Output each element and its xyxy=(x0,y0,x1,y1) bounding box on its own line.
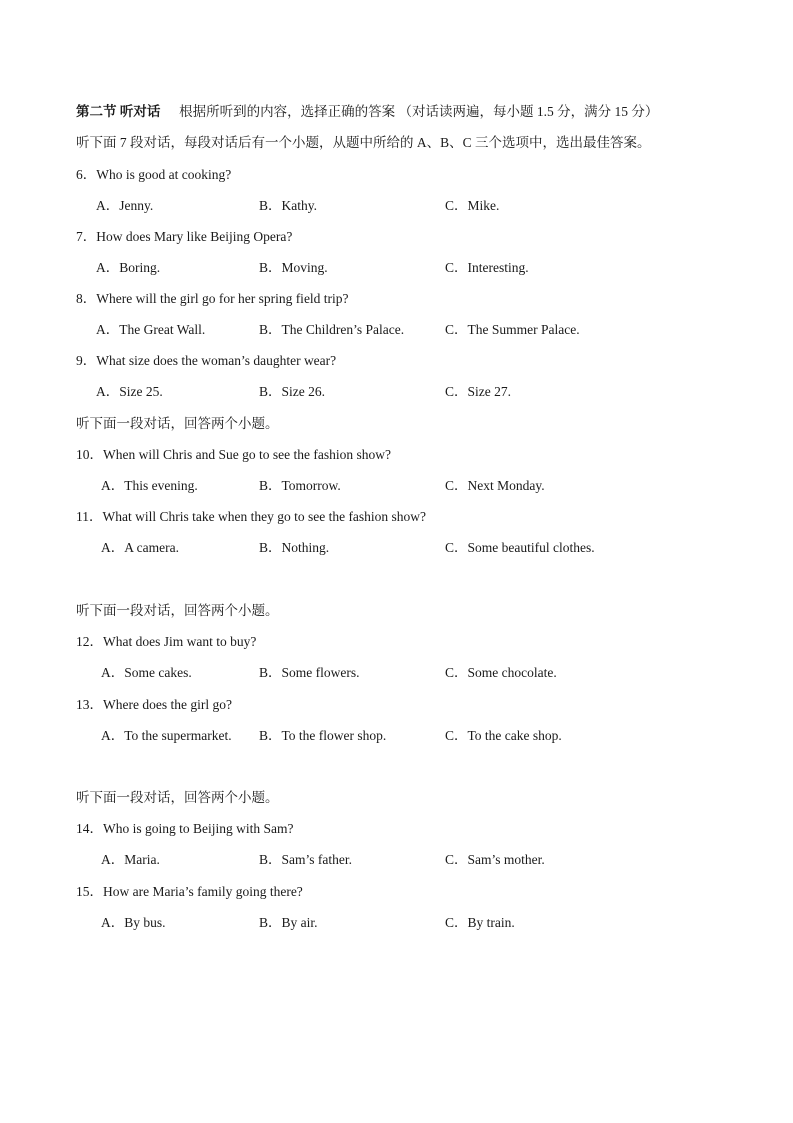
option-b: B．Size 26. xyxy=(259,384,325,399)
option-a: A．This evening. xyxy=(101,478,198,493)
option-c: C．Interesting. xyxy=(445,260,529,275)
option-c: C．Sam’s mother. xyxy=(445,852,545,867)
option-a: A．A camera. xyxy=(101,540,179,555)
option-b: B．Nothing. xyxy=(259,540,330,555)
option-b: B．Kathy. xyxy=(259,198,317,213)
option-a: A．Boring. xyxy=(96,260,161,275)
option-c: C．By train. xyxy=(445,915,515,930)
group-instruction: 听下面一段对话，回答两个小题。 xyxy=(76,603,279,618)
option-b: B．Some flowers. xyxy=(259,665,360,680)
question-text: 7．How does Mary like Beijing Opera? xyxy=(76,229,293,244)
option-b: B．Moving. xyxy=(259,260,328,275)
question-text: 9．What size does the woman’s daughter wear? xyxy=(76,353,337,368)
option-c: C．Mike. xyxy=(445,198,500,213)
question-text: 13．Where does the girl go? xyxy=(76,697,232,712)
option-b: B．Sam’s father. xyxy=(259,852,352,867)
option-a: A．Jenny. xyxy=(96,198,154,213)
option-a: A．To the supermarket. xyxy=(101,728,232,743)
option-a: A．The Great Wall. xyxy=(96,322,206,337)
option-c: C．Size 27. xyxy=(445,384,511,399)
group-instruction: 听下面一段对话，回答两个小题。 xyxy=(76,416,279,431)
question-text: 10．When will Chris and Sue go to see the fashion show? xyxy=(76,447,391,462)
section-instruction: 根据所听到的内容，选择正确的答案 （对话读两遍，每小题 1.5 分，满分 15 分） xyxy=(179,104,659,119)
question-text: 12．What does Jim want to buy? xyxy=(76,634,257,649)
section-header xyxy=(76,103,658,121)
option-c: C．Some beautiful clothes. xyxy=(445,540,595,555)
option-c: C．Some chocolate. xyxy=(445,665,557,680)
section-title: 第二节 听对话 xyxy=(76,104,161,119)
section-directions: 听下面 7 段对话，每段对话后有一个小题，从题中所给的 A、B、C 三个选项中，选出最佳答案。 xyxy=(76,135,651,150)
option-a: A．Maria. xyxy=(101,852,160,867)
group-instruction: 听下面一段对话，回答两个小题。 xyxy=(76,790,279,805)
option-a: A．By bus. xyxy=(101,915,166,930)
option-b: B．The Children’s Palace. xyxy=(259,322,405,337)
option-c: C．To the cake shop. xyxy=(445,728,562,743)
question-text: 6．Who is good at cooking? xyxy=(76,167,232,182)
question-text: 15．How are Maria’s family going there? xyxy=(76,884,303,899)
option-c: C．Next Monday. xyxy=(445,478,545,493)
option-b: B．To the flower shop. xyxy=(259,728,387,743)
option-b: B．Tomorrow. xyxy=(259,478,341,493)
option-c: C．The Summer Palace. xyxy=(445,322,580,337)
question-text: 14．Who is going to Beijing with Sam? xyxy=(76,821,294,836)
option-a: A．Some cakes. xyxy=(101,665,192,680)
option-a: A．Size 25. xyxy=(96,384,163,399)
option-b: B．By air. xyxy=(259,915,318,930)
question-text: 8．Where will the girl go for her spring field trip? xyxy=(76,291,349,306)
question-text: 11．What will Chris take when they go to see the fashion show? xyxy=(76,509,427,524)
